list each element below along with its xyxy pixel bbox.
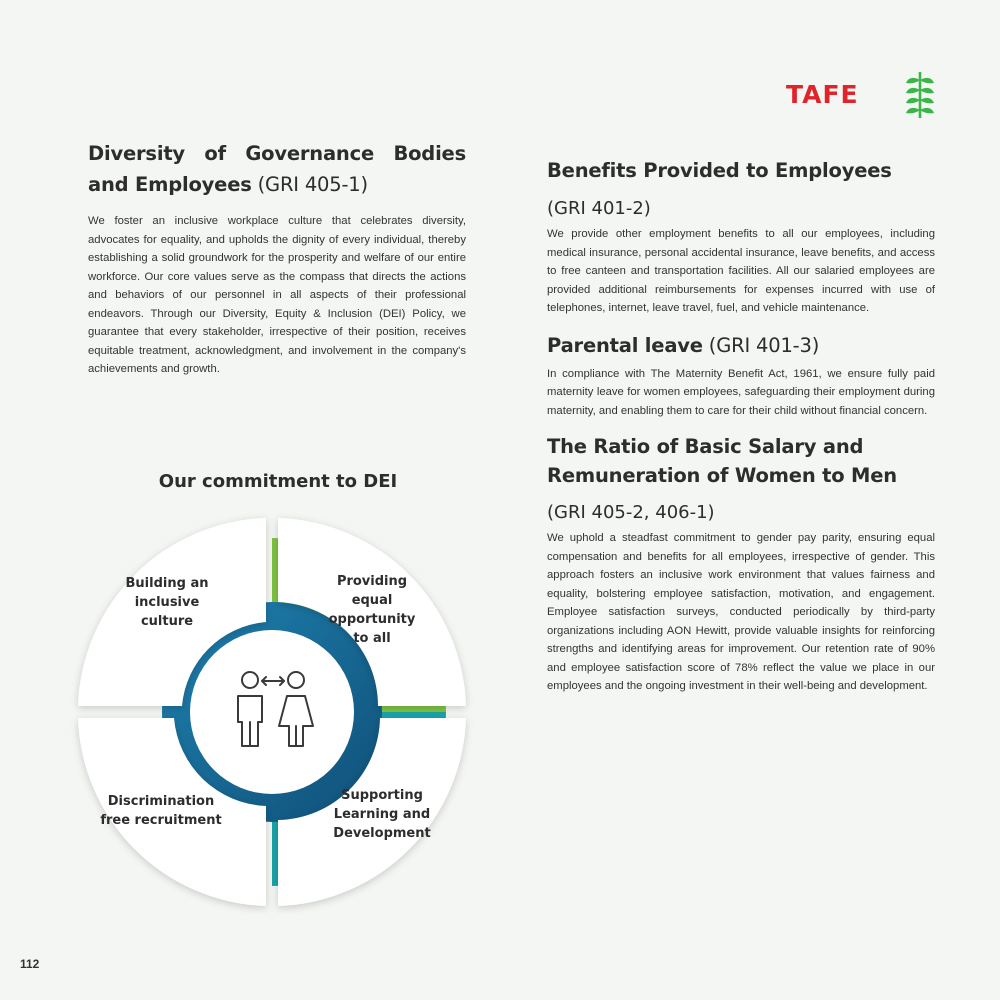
parental-heading: Parental leave (GRI 401-3) <box>547 333 820 357</box>
quadrant-label-opportunity: Providing equal opportunity to all <box>328 574 416 646</box>
page-number: 112 <box>20 957 40 971</box>
logo-text: TAFE <box>786 80 859 109</box>
benefits-gri: (GRI 401-2) <box>547 198 651 219</box>
tafe-logo <box>786 68 936 120</box>
center-circle <box>190 630 354 794</box>
benefits-body: We provide other employment benefits to all our employees, including medical insurance, personal accidental insurance, leave benefits, and access to free canteen and transportation facilities. All our salaried employees are provided additional reimbursements for expenses incurred with use of telephones, internet, leave travel, fuel, and vehicle maintenance. <box>547 228 935 314</box>
ratio-gri: (GRI 405-2, 406-1) <box>547 502 715 523</box>
parental-body: In compliance with The Maternity Benefit Act, 1961, we ensure fully paid maternity leave for women employees, safeguarding their employment during maternity, and enabling them to care for their child without financial concern. <box>547 367 935 417</box>
governance-heading: Diversity of Governance Bodies and Employees (GRI 405-1) <box>88 142 466 196</box>
wheat-leaf-icon <box>903 68 937 120</box>
parental-gri: (GRI 401-3) <box>702 333 820 357</box>
governance-body: We foster an inclusive workplace culture that celebrates diversity, advocates for equality, and upholds the dignity of every individual, thereby establishing a solid groundwork for the prosperity and welfare of our entire workforce. Our core values serve as the compass that directs the actions and behaviors of our personnel in all aspects of their professional endeavors. Through our Diversity, Equity & Inclusion (DEI) Policy, we guarantee that every stakeholder, irrespective of their position, receives equitable treatment, acknowledgment, and involvement in the company's achievements and growth. <box>88 215 466 375</box>
ratio-heading: The Ratio of Basic Salary and Remuneration of Women to Men <box>547 435 897 487</box>
quadrant-label-building: Building an inclusive culture <box>125 576 209 629</box>
left-column <box>88 138 466 379</box>
right-column <box>547 155 935 696</box>
ratio-body: We uphold a steadfast commitment to gender pay parity, ensuring equal compensation and benefits for all employees, irrespective of gender. This approach fosters an inclusive work environment that values fairness and equality, bolstering employee satisfaction, motivation, and engagement. Employee satisfaction surveys, conducted periodically by third-party organizations including AON Hewitt, provide valuable insights for reinforcing strengths and identifying areas for improvement. Our retention rate of 90% and employee satisfaction score of 78% reflect the value we place in our employees and the ongoing investment in their well-being and development. <box>547 532 935 692</box>
dei-graphic <box>70 510 474 914</box>
dei-title: Our commitment to DEI <box>158 471 398 492</box>
benefits-heading: Benefits Provided to Employees <box>547 159 892 182</box>
quadrant-label-recruitment: Discrimination free recruitment <box>100 794 222 828</box>
governance-gri: (GRI 405-1) <box>251 173 368 196</box>
quadrant-label-learning: Supporting Learning and Development <box>333 788 431 841</box>
dei-wheel <box>70 510 474 914</box>
